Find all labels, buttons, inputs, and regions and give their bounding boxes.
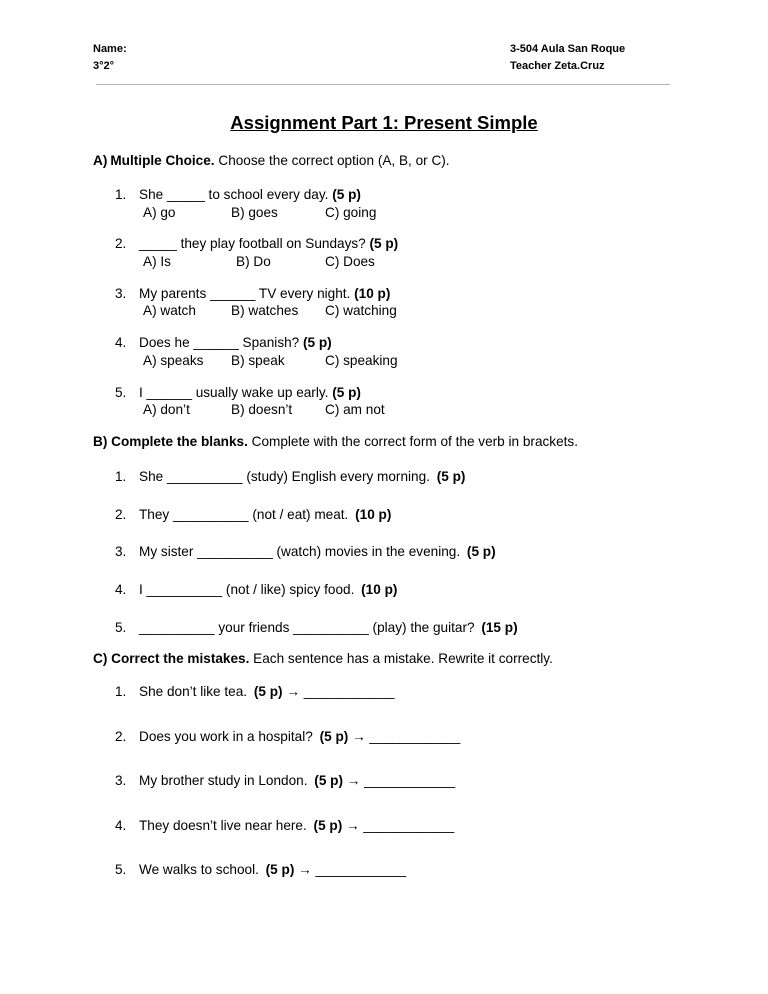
section-c-title: C) Correct the mistakes. bbox=[93, 651, 250, 666]
page-title: Assignment Part 1: Present Simple bbox=[230, 112, 538, 133]
question-text: _____ they play football on Sundays? bbox=[139, 236, 366, 251]
question-text: She _____ to school every day. bbox=[139, 187, 329, 202]
option-b: B) watches bbox=[231, 303, 299, 318]
section-a-title: Multiple Choice. bbox=[110, 153, 215, 168]
option-c: C) watching bbox=[325, 303, 397, 318]
option-a: A) go bbox=[143, 205, 176, 220]
teacher-label: Teacher Zeta.Cruz bbox=[510, 60, 605, 72]
answer-line: → ____________ bbox=[352, 729, 461, 744]
section-a-heading bbox=[93, 153, 450, 168]
section-a-instruction: Choose the correct option (A, B, or C). bbox=[218, 153, 450, 168]
question-points: (10 p) bbox=[355, 507, 392, 522]
question-a5: 5. I ______ usually wake up early. (5 p) bbox=[115, 385, 361, 400]
question-text: My brother study in London. bbox=[139, 773, 308, 788]
option-b: B) speak bbox=[231, 353, 285, 368]
section-c-heading bbox=[93, 651, 553, 666]
question-a4: 4. Does he ______ Spanish? (5 p) bbox=[115, 335, 332, 350]
name-label: Name: bbox=[93, 43, 127, 55]
question-points: (15 p) bbox=[481, 620, 518, 635]
option-b: B) doesn’t bbox=[231, 402, 293, 417]
question-points: (5 p) bbox=[253, 684, 283, 699]
class-label: 3°2° bbox=[93, 60, 115, 72]
question-text: Does he ______ Spanish? bbox=[139, 335, 300, 350]
question-c5: 5. We walks to school. (5 p) → ____________ bbox=[115, 862, 407, 877]
question-b3: 3. My sister __________ (watch) movies in the evening. (5 p) bbox=[115, 544, 496, 559]
student-info bbox=[93, 41, 127, 75]
question-points: (10 p) bbox=[361, 582, 398, 597]
question-b1: 1. She __________ (study) English every morning. (5 p) bbox=[115, 469, 466, 484]
question-a2: 2. _____ they play football on Sundays? (5 p) bbox=[115, 236, 399, 251]
question-points: (5 p) bbox=[265, 862, 295, 877]
answer-line: → ____________ bbox=[346, 773, 455, 788]
question-text: She __________ (study) English every morning. bbox=[139, 469, 430, 484]
section-c-instruction: Each sentence has a mistake. Rewrite it correctly. bbox=[253, 651, 553, 666]
section-b-instruction: Complete with the correct form of the verb in brackets. bbox=[251, 434, 579, 449]
question-text: __________ your friends __________ (play) the guitar? bbox=[139, 620, 475, 635]
option-a: A) speaks bbox=[143, 353, 204, 368]
option-a: A) don’t bbox=[143, 402, 190, 417]
question-a3: 3. My parents ______ TV every night. (10 p) bbox=[115, 286, 391, 301]
section-a-letter: A) bbox=[93, 153, 108, 168]
question-text: Does you work in a hospital? bbox=[139, 729, 313, 744]
section-b-title: B) Complete the blanks. bbox=[93, 434, 248, 449]
question-c4: 4. They doesn’t live near here. (5 p) → ____________ bbox=[115, 818, 455, 833]
question-points: (5 p) bbox=[332, 187, 361, 202]
header-divider bbox=[96, 84, 670, 85]
option-b: B) goes bbox=[231, 205, 278, 220]
question-points: (5 p) bbox=[466, 544, 496, 559]
option-a: A) watch bbox=[143, 303, 196, 318]
answer-line: → ____________ bbox=[286, 684, 395, 699]
question-text: They __________ (not / eat) meat. bbox=[139, 507, 349, 522]
question-points: (5 p) bbox=[303, 335, 332, 350]
question-text: I ______ usually wake up early. bbox=[139, 385, 329, 400]
section-b-heading bbox=[93, 434, 578, 449]
answer-line: → ____________ bbox=[298, 862, 407, 877]
question-b5: 5. __________ your friends __________ (play) the guitar? (15 p) bbox=[115, 620, 518, 635]
question-c2: 2. Does you work in a hospital? (5 p) → ____________ bbox=[115, 729, 461, 744]
option-c: C) am not bbox=[325, 402, 385, 417]
question-text: My sister __________ (watch) movies in the evening. bbox=[139, 544, 461, 559]
question-text: I __________ (not / like) spicy food. bbox=[139, 582, 355, 597]
question-text: They doesn’t live near here. bbox=[139, 818, 307, 833]
question-b2: 2. They __________ (not / eat) meat. (10 p) bbox=[115, 507, 392, 522]
option-c: C) speaking bbox=[325, 353, 398, 368]
answer-line: → ____________ bbox=[346, 818, 455, 833]
question-points: (5 p) bbox=[313, 818, 343, 833]
question-points: (5 p) bbox=[369, 236, 399, 251]
question-c1: 1. She don’t like tea. (5 p) → ____________ bbox=[115, 684, 395, 699]
question-a1: 1. She _____ to school every day. (5 p) bbox=[115, 187, 361, 202]
class-info bbox=[510, 41, 625, 75]
question-points: (5 p) bbox=[436, 469, 466, 484]
question-points: (10 p) bbox=[354, 286, 391, 301]
option-b: B) Do bbox=[236, 254, 271, 269]
option-a: A) Is bbox=[143, 254, 171, 269]
question-c3: 3. My brother study in London. (5 p) → ____________ bbox=[115, 773, 455, 788]
option-c: C) Does bbox=[325, 254, 375, 269]
question-text: We walks to school. bbox=[139, 862, 259, 877]
option-c: C) going bbox=[325, 205, 377, 220]
question-points: (5 p) bbox=[314, 773, 343, 788]
question-points: (5 p) bbox=[319, 729, 349, 744]
room-label: 3-504 Aula San Roque bbox=[510, 43, 626, 55]
question-text: My parents ______ TV every night. bbox=[139, 286, 351, 301]
question-text: She don’t like tea. bbox=[139, 684, 248, 699]
question-points: (5 p) bbox=[332, 385, 361, 400]
question-b4: 4. I __________ (not / like) spicy food. (10 p) bbox=[115, 582, 398, 597]
